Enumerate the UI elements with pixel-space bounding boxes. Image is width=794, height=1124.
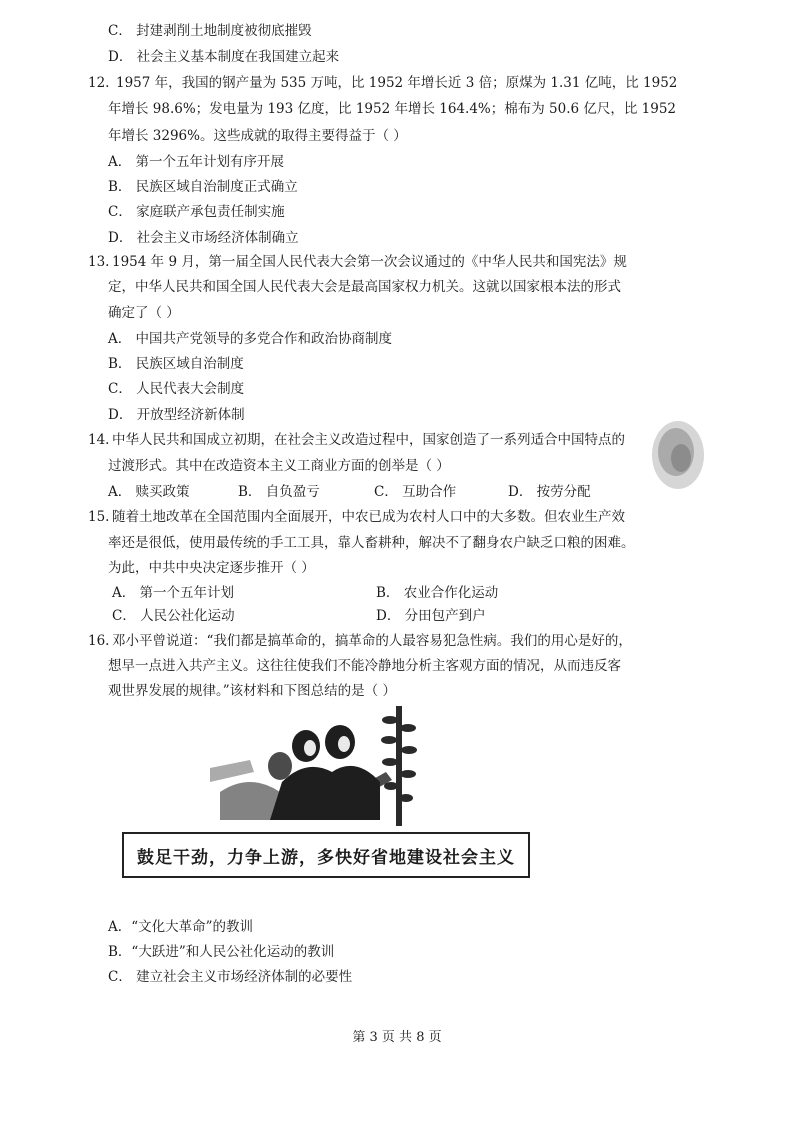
q14-option-d: D． 按劳分配 bbox=[508, 484, 591, 500]
q16-text-line1: 邓小平曾说道：“我们都是搞革命的，搞革命的人最容易犯急性病。我们的用心是好的， bbox=[112, 633, 632, 649]
q14-option-b: B． 自负盈亏 bbox=[238, 484, 320, 500]
q16-option-a: A．“文化大革命”的教训 bbox=[108, 919, 254, 935]
q11-option-d: D． 社会主义基本制度在我国建立起来 bbox=[108, 49, 340, 65]
q16-text-line3: 观世界发展的规律。”该材料和下图总结的是（ ） bbox=[108, 683, 396, 699]
q11-option-c: C． 封建剥削土地制度被彻底摧毁 bbox=[108, 23, 312, 39]
poster-slogan-box bbox=[122, 832, 530, 878]
q14-number: 14. bbox=[88, 432, 110, 448]
q15-text-line1: 随着土地改革在全国范围内全面展开，中农已成为农村人口中的大多数。但农业生产效 bbox=[112, 509, 625, 525]
q13-text-line2: 定，中华人民共和国全国人民代表大会是最高国家权力机关。这就以国家根本法的形式 bbox=[108, 279, 621, 295]
q15-option-d: D． 分田包产到户 bbox=[376, 608, 486, 624]
q12-text-line1: 1957 年，我国的钢产量为 535 万吨，比 1952 年增长近 3 倍；原煤为 1.31 亿吨，比 1952 bbox=[116, 75, 678, 91]
q12-text-line3: 年增长 3296%。这些成就的取得主要得益于（ ） bbox=[108, 128, 407, 144]
q14-text-line1: 中华人民共和国成立初期，在社会主义改造过程中，国家创造了一系列适合中国特点的 bbox=[112, 432, 625, 448]
q12-text-line2: 年增长 98.6%；发电量为 193 亿度，比 1952 年增长 164.4%；棉布为 50.6 亿尺，比 1952 bbox=[108, 101, 677, 117]
q12-option-d: D． 社会主义市场经济体制确立 bbox=[108, 230, 299, 246]
q15-number: 15. bbox=[88, 509, 110, 525]
poster-slogan: 鼓足干劲，力争上游，多快好省地建设社会主义 bbox=[137, 847, 515, 868]
q16-text-line2: 想早一点进入共产主义。这往往使我们不能冷静地分析主客观方面的情况，从而违反客 bbox=[108, 658, 621, 674]
q13-number: 13. bbox=[88, 254, 110, 270]
q13-option-a: A． 中国共产党领导的多党合作和政治协商制度 bbox=[108, 331, 393, 347]
q14-option-c: C． 互助合作 bbox=[374, 484, 457, 500]
q15-text-line2: 率还是很低，使用最传统的手工工具，靠人畜耕种，解决不了翻身农户缺乏口粮的困难。 bbox=[108, 535, 635, 551]
q16-option-b: B．“大跃进”和人民公社化运动的教训 bbox=[108, 944, 335, 960]
q12-option-b: B． 民族区域自治制度正式确立 bbox=[108, 179, 298, 195]
q12-option-c: C． 家庭联产承包责任制实施 bbox=[108, 204, 285, 220]
q16-number: 16. bbox=[88, 633, 110, 649]
q13-option-d: D． 开放型经济新体制 bbox=[108, 407, 245, 423]
q13-option-b: B． 民族区域自治制度 bbox=[108, 356, 244, 372]
q16-option-c: C． 建立社会主义市场经济体制的必要性 bbox=[108, 969, 353, 985]
q14-option-a: A． 赎买政策 bbox=[108, 484, 190, 500]
q13-text-line3: 确定了（ ） bbox=[108, 305, 180, 321]
q12-number: 12. bbox=[88, 75, 110, 91]
q15-option-c: C． 人民公社化运动 bbox=[112, 608, 235, 624]
q15-option-a: A． 第一个五年计划 bbox=[112, 585, 235, 601]
q13-text-line1: 1954 年 9 月，第一届全国人民代表大会第一次会议通过的《中华人民共和国宪法》规 bbox=[112, 254, 627, 270]
q15-text-line3: 为此，中共中央决定逐步推开（ ） bbox=[108, 560, 315, 576]
q14-text-line2: 过渡形式。其中在改造资本主义工商业方面的创举是（ ） bbox=[108, 458, 450, 474]
q13-option-c: C． 人民代表大会制度 bbox=[108, 381, 245, 397]
page-footer: 第 3 页 共 8 页 bbox=[352, 1030, 442, 1045]
poster-image bbox=[210, 702, 446, 830]
q15-option-b: B． 农业合作化运动 bbox=[376, 585, 499, 601]
scan-smudge bbox=[648, 418, 706, 492]
q12-option-a: A． 第一个五年计划有序开展 bbox=[108, 154, 285, 170]
